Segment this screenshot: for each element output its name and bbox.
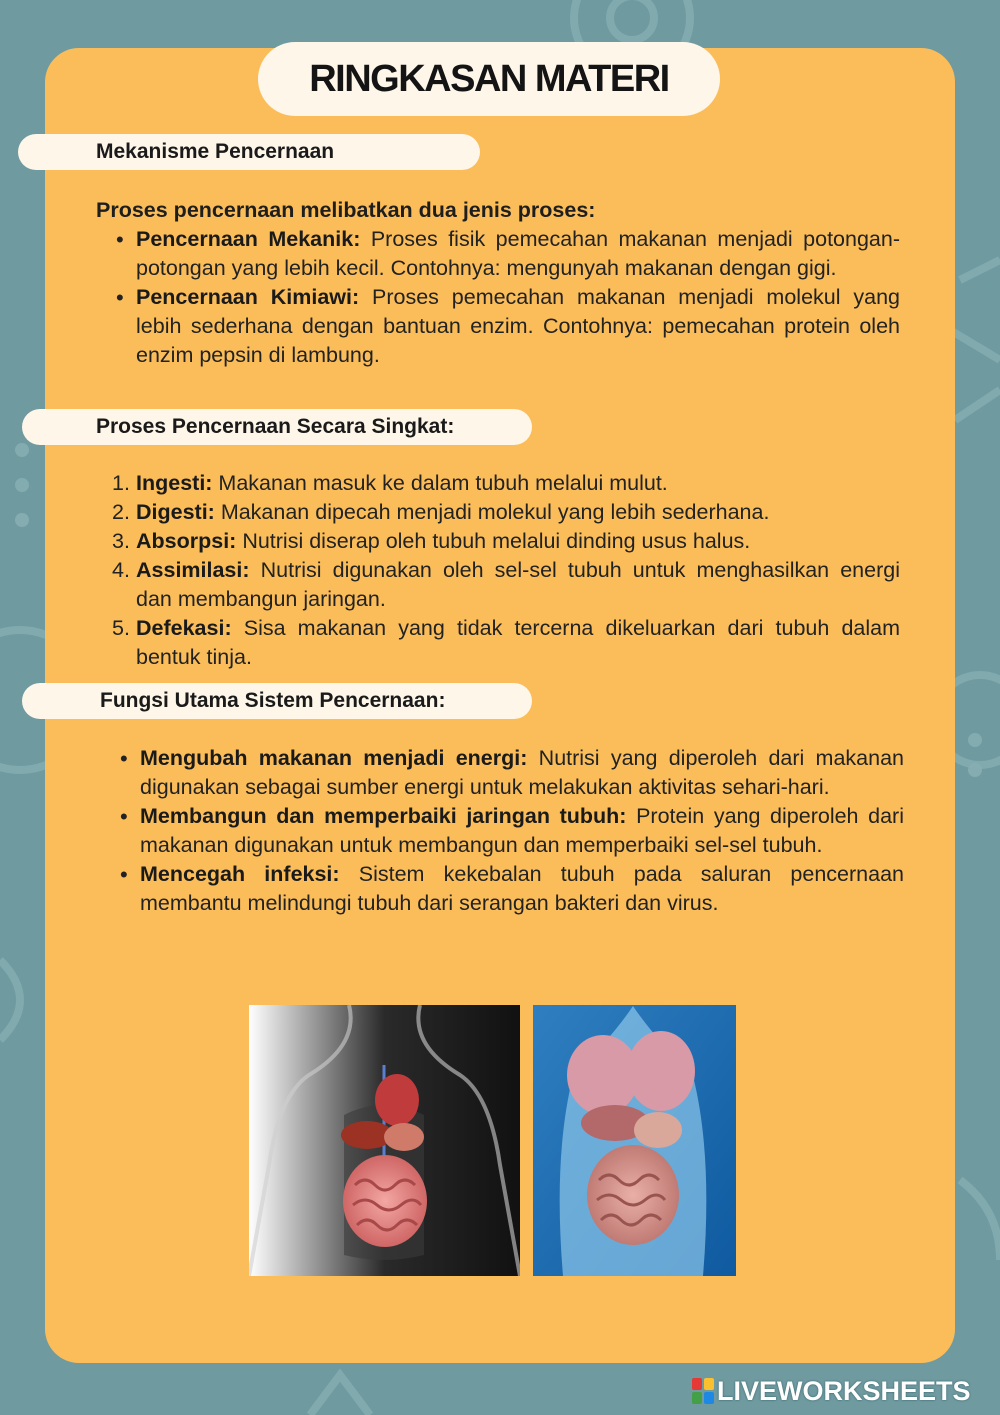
page-title: RINGKASAN MATERI xyxy=(309,57,669,100)
list-item: • Mencegah infeksi: Sistem kekebalan tubuh pada saluran pencernaan membantu melindungi tubuh dari serangan bakteri dan virus. xyxy=(100,860,904,918)
section-body-proses xyxy=(96,469,900,672)
mekanisme-intro: Proses pencernaan melibatkan dua jenis proses: xyxy=(96,198,596,222)
liveworksheets-logo-icon xyxy=(692,1378,714,1404)
list-item: • Pencernaan Kimiawi: Proses pemecahan makanan menjadi molekul yang lebih sederhana dengan bantuan enzim. Contohnya: pemecahan protein oleh enzim pepsin di lambung. xyxy=(96,283,900,370)
list-item: • Mengubah makanan menjadi energi: Nutrisi yang diperoleh dari makanan digunakan sebagai sumber energi untuk melakukan aktivitas sehari-hari. xyxy=(100,744,904,802)
section-heading-proses: Proses Pencernaan Secara Singkat: xyxy=(22,409,532,445)
proses-list xyxy=(96,469,900,672)
list-item: 4. Assimilasi: Nutrisi digunakan oleh sel-sel tubuh untuk menghasilkan energi dan membangun jaringan. xyxy=(112,558,900,611)
title-pill xyxy=(258,42,720,116)
list-item: 2. Digesti: Makanan dipecah menjadi molekul yang lebih sederhana. xyxy=(112,500,770,524)
list-item: 5. Defekasi: Sisa makanan yang tidak tercerna dikeluarkan dari tubuh dalam bentuk tinja. xyxy=(112,616,900,669)
fungsi-list xyxy=(100,744,904,918)
list-item: • Membangun dan memperbaiki jaringan tubuh: Protein yang diperoleh dari makanan digunakan untuk membangun dan memperbaiki sel-sel tubuh. xyxy=(100,802,904,860)
list-item: 3. Absorpsi: Nutrisi diserap oleh tubuh melalui dinding usus halus. xyxy=(112,529,751,553)
liveworksheets-watermark xyxy=(692,1374,971,1408)
watermark-text: LIVEWORKSHEETS xyxy=(717,1375,971,1406)
section-body-fungsi xyxy=(100,744,904,918)
digestive-illustration-blue xyxy=(533,1005,736,1276)
list-item: • Pencernaan Mekanik: Proses fisik pemecahan makanan menjadi potongan-potongan yang lebih kecil. Contohnya: mengunyah makanan dengan gigi. xyxy=(96,225,900,283)
digestive-illustration-dark xyxy=(249,1005,520,1276)
list-item: 1. Ingesti: Makanan masuk ke dalam tubuh melalui mulut. xyxy=(112,471,668,495)
section-body-mekanisme xyxy=(96,196,900,370)
section-heading-mekanisme: Mekanisme Pencernaan xyxy=(18,134,480,170)
mekanisme-list xyxy=(96,225,900,370)
section-heading-fungsi: Fungsi Utama Sistem Pencernaan: xyxy=(22,683,532,719)
